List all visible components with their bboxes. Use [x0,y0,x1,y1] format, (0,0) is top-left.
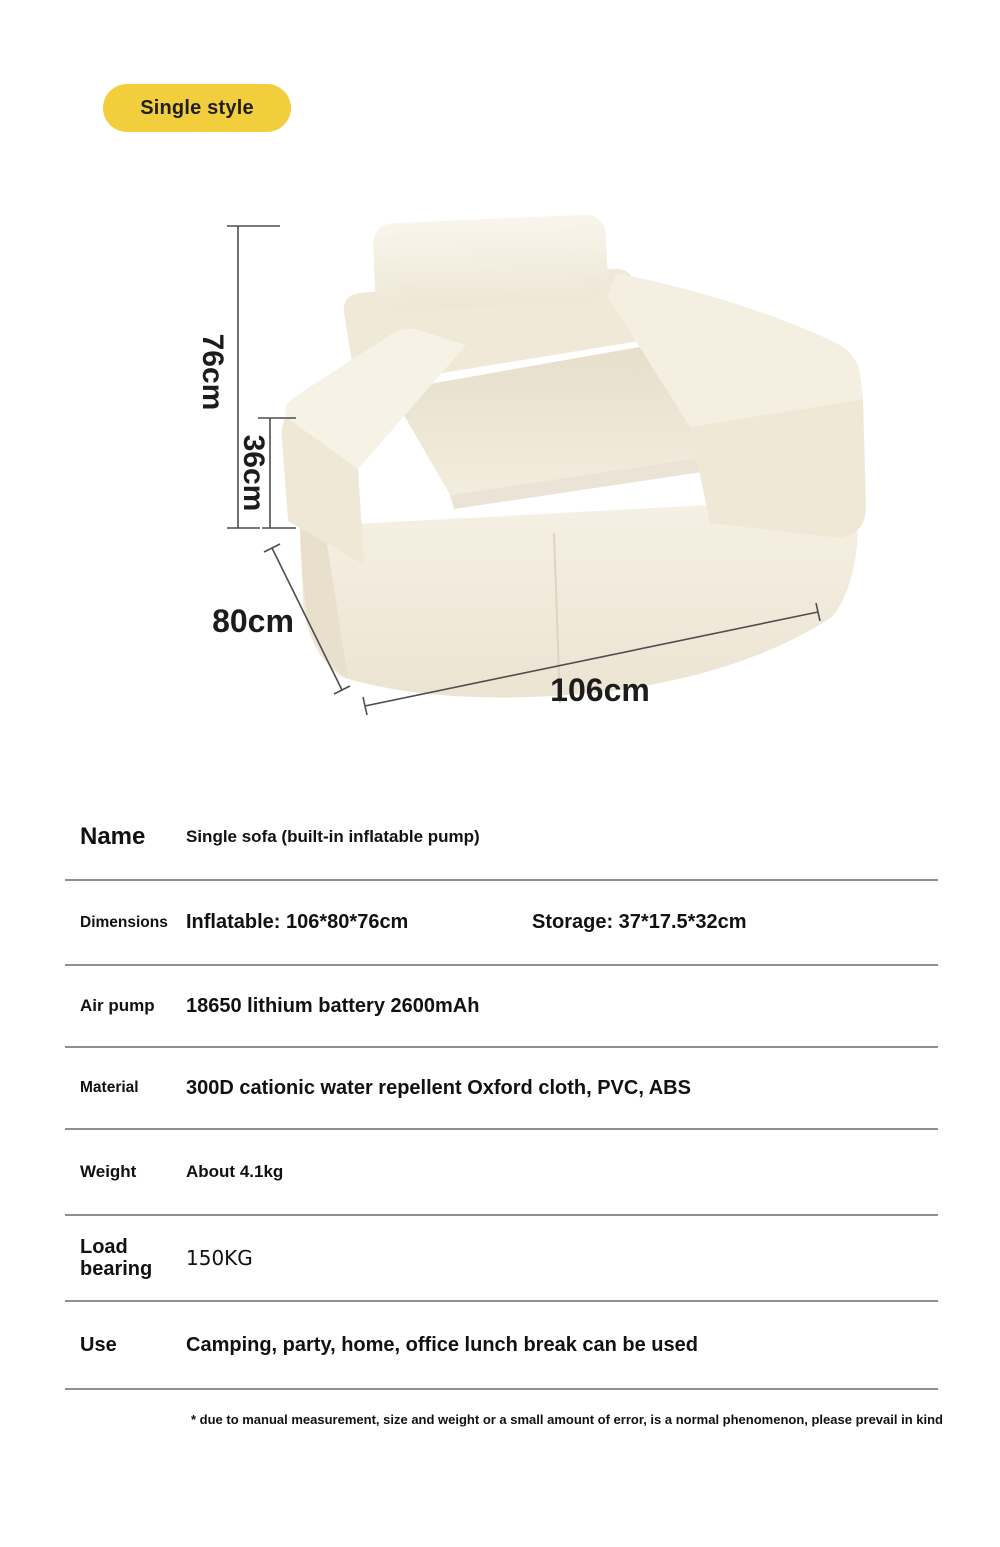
spec-label-load-bearing: Load bearing [80,1236,153,1280]
spec-label-weight: Weight [80,1161,137,1181]
spec-row-name [65,795,938,881]
spec-label-air-pump: Air pump [80,995,155,1015]
spec-value-use: Camping, party, home, office lunch break can be used [186,1333,698,1356]
spec-value-load-bearing: 150KG [186,1246,253,1270]
spec-value-storage: Storage: 37*17.5*32cm [532,911,747,933]
spec-label-material: Material [80,1079,139,1097]
spec-row-dimensions [65,881,938,966]
style-badge [103,84,291,132]
spec-table [65,795,938,1390]
spec-label-use: Use [80,1334,117,1356]
dimension-label-total-height: 76cm [196,333,229,411]
sofa-headrest [372,214,609,311]
spec-value-weight: About 4.1kg [186,1162,284,1181]
spec-label-dimensions: Dimensions [80,913,168,931]
dimension-label-width: 106cm [550,672,650,708]
dimension-label-depth: 80cm [212,603,294,639]
spec-label-name: Name [80,822,146,850]
spec-value-air-pump: 18650 lithium battery 2600mAh [186,994,480,1017]
spec-row-air-pump [65,966,938,1048]
dimension-label-seat-height: 36cm [237,434,270,512]
measurement-disclaimer: * due to manual measurement, size and weight or a small amount of error, is a normal phenomenon, please prevail in kind [190,1412,943,1427]
spec-row-load-bearing [65,1216,938,1302]
spec-value-dimensions [186,911,938,934]
style-badge-label: Single style [140,96,254,119]
sofa-illustration [282,214,866,703]
spec-value-name: Single sofa (built-in inflatable pump) [186,827,480,846]
sofa-dimension-diagram [150,185,910,745]
spec-value-inflatable: Inflatable: 106*80*76cm [186,911,409,933]
spec-row-material [65,1048,938,1130]
spec-row-use [65,1302,938,1390]
spec-row-weight [65,1130,938,1216]
spec-value-material: 300D cationic water repellent Oxford cloth, PVC, ABS [186,1076,691,1099]
